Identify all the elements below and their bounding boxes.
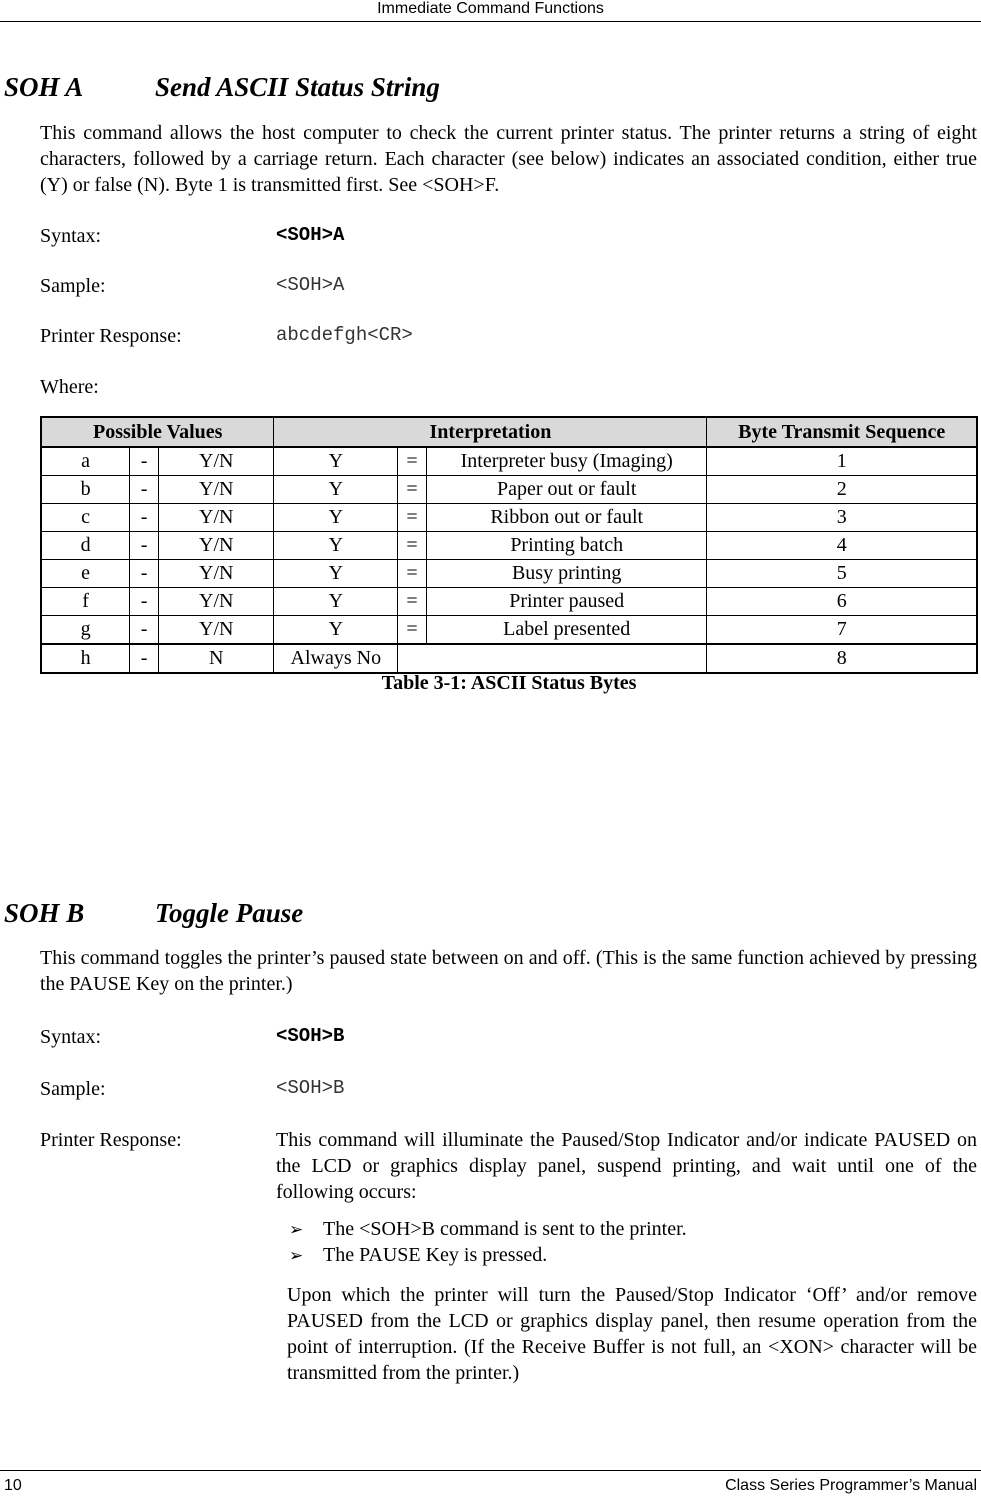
table-cell: -	[130, 616, 159, 645]
table-cell: a	[41, 447, 130, 476]
table-cell: b	[41, 476, 130, 504]
table-cell: =	[398, 560, 427, 588]
table-cell: c	[41, 504, 130, 532]
sample-label: Sample:	[40, 275, 106, 297]
table-cell: Y	[274, 476, 398, 504]
section-heading-soh-a	[4, 72, 440, 103]
table-header-row	[41, 417, 977, 447]
table-row	[41, 616, 977, 645]
table-cell: =	[398, 504, 427, 532]
table-cell: 2	[707, 476, 977, 504]
table-cell: Y/N	[159, 616, 274, 645]
table-cell: Y	[274, 588, 398, 616]
table-cell: Printer paused	[427, 588, 707, 616]
table-cell: 1	[707, 447, 977, 476]
table-cell: Y/N	[159, 532, 274, 560]
table-cell: 3	[707, 504, 977, 532]
table-cell: =	[398, 447, 427, 476]
table-cell: -	[130, 644, 159, 673]
section-b-description: This command toggles the printer’s paused state between on and off. (This is the same function achieved by pressing the PAUSE Key on the printer.)	[40, 947, 977, 995]
table-row	[41, 532, 977, 560]
table-cell: f	[41, 588, 130, 616]
table-cell: Y/N	[159, 476, 274, 504]
list-item-text: The <SOH>B command is sent to the printer.	[323, 1218, 687, 1240]
table-cell: -	[130, 447, 159, 476]
sample-value: <SOH>A	[276, 274, 345, 296]
syntax-label: Syntax:	[40, 225, 102, 247]
section-title: Send ASCII Status String	[155, 72, 440, 102]
table-cell: Ribbon out or fault	[427, 504, 707, 532]
table-cell: Y	[274, 532, 398, 560]
list-item	[289, 1242, 687, 1268]
table-row	[41, 447, 977, 476]
table-cell: -	[130, 532, 159, 560]
table-row	[41, 588, 977, 616]
table-cell: 7	[707, 616, 977, 645]
table-cell: Always No	[274, 644, 398, 673]
sample-label: Sample:	[40, 1078, 106, 1100]
table-cell: =	[398, 588, 427, 616]
table-cell: =	[398, 616, 427, 645]
table-cell: Label presented	[427, 616, 707, 645]
table-cell: e	[41, 560, 130, 588]
header-interpretation: Interpretation	[274, 417, 707, 447]
section-heading-soh-b	[4, 898, 303, 929]
header-byte-transmit-sequence: Byte Transmit Sequence	[707, 417, 977, 447]
table-row	[41, 504, 977, 532]
table-cell: g	[41, 616, 130, 645]
printer-response-label: Printer Response:	[40, 325, 182, 347]
table-cell: Printing batch	[427, 532, 707, 560]
table-cell: N	[159, 644, 274, 673]
table-cell: Y/N	[159, 588, 274, 616]
table-cell: -	[130, 476, 159, 504]
table-cell: -	[130, 504, 159, 532]
table-cell: 8	[707, 644, 977, 673]
table-cell: d	[41, 532, 130, 560]
page-number: 10	[4, 1477, 22, 1494]
where-label: Where:	[40, 376, 99, 398]
arrow-bullet-icon: ➢	[289, 1220, 304, 1240]
table-cell: -	[130, 560, 159, 588]
table-cell: Y/N	[159, 504, 274, 532]
section-a-description: This command allows the host computer to check the current printer status. The printer returns a string of eight characters, followed by a carriage return. Each character (see below) indicates an associated condition, either true (Y) or false (N). Byte 1 is transmitted first. See <SOH>F.	[40, 122, 977, 196]
table-cell: Paper out or fault	[427, 476, 707, 504]
table-cell: Y/N	[159, 447, 274, 476]
resume-description: Upon which the printer will turn the Paused/Stop Indicator ‘Off’ and/or remove PAUSED from the LCD or graphics display panel, then resume operation from the point of interruption. (If the Receive Buffer is not full, an <XON> character will be transmitted from the printer.)	[287, 1284, 977, 1384]
list-item-text: The PAUSE Key is pressed.	[323, 1244, 548, 1266]
table-cell: h	[41, 644, 130, 673]
table-cell: Busy printing	[427, 560, 707, 588]
printer-response-label: Printer Response:	[40, 1129, 182, 1151]
running-header: Immediate Command Functions	[0, 0, 981, 22]
bullet-list	[289, 1216, 687, 1268]
table-cell: 4	[707, 532, 977, 560]
table-row	[41, 560, 977, 588]
table-cell	[398, 644, 707, 673]
arrow-bullet-icon: ➢	[289, 1246, 304, 1266]
section-title: Toggle Pause	[155, 898, 304, 928]
table-cell: Y	[274, 447, 398, 476]
table-cell: Y	[274, 616, 398, 645]
sample-value: <SOH>B	[276, 1077, 345, 1099]
table-cell: 6	[707, 588, 977, 616]
table-cell: Y	[274, 504, 398, 532]
table-cell: -	[130, 588, 159, 616]
table-cell: Y	[274, 560, 398, 588]
printer-response-value: abcdefgh<CR>	[276, 324, 413, 346]
syntax-value: <SOH>B	[276, 1025, 345, 1047]
syntax-value: <SOH>A	[276, 224, 345, 246]
page-footer	[0, 1470, 981, 1494]
header-possible-values: Possible Values	[41, 417, 274, 447]
table-row	[41, 476, 977, 504]
printer-response-text: This command will illuminate the Paused/Stop Indicator and/or indicate PAUSED on the LCD or graphics display panel, suspend printing, and wait until one of the following occurs:	[276, 1129, 977, 1203]
table-cell: =	[398, 476, 427, 504]
table-cell: 5	[707, 560, 977, 588]
command-code: SOH A	[4, 72, 84, 102]
table-cell: =	[398, 532, 427, 560]
table-caption: Table 3-1: ASCII Status Bytes	[381, 672, 637, 694]
list-item	[289, 1216, 687, 1242]
table-cell: Y/N	[159, 560, 274, 588]
command-code: SOH B	[4, 898, 85, 928]
table-cell: Interpreter busy (Imaging)	[427, 447, 707, 476]
manual-title: Class Series Programmer’s Manual	[725, 1477, 977, 1494]
table-row	[41, 644, 977, 673]
ascii-status-table	[40, 416, 978, 674]
syntax-label: Syntax:	[40, 1026, 102, 1048]
